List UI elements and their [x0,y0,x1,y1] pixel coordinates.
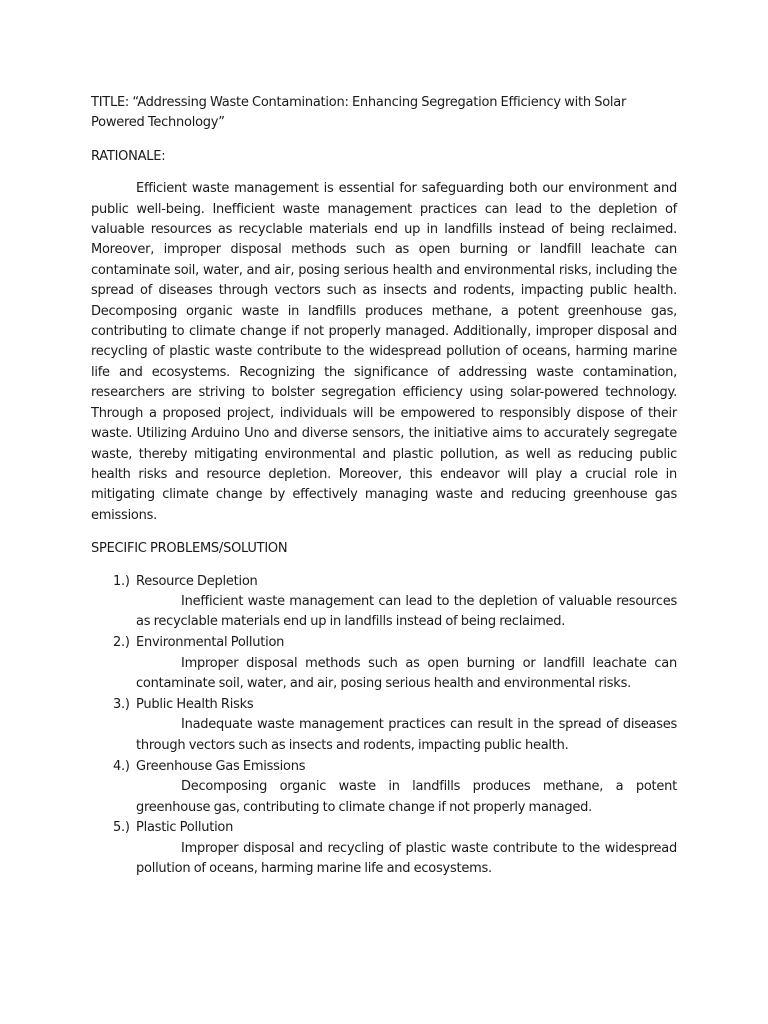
problem-item [91,757,677,818]
problem-title: Resource Depletion [136,573,258,589]
problem-number: 5.) [113,820,130,836]
problem-number: 3.) [113,696,130,712]
problem-description: Inefficient waste management can lead to the depletion of valuable resources as recyclable materials end up in landfills instead of being reclaimed. [136,593,677,630]
document-title: TITLE: “Addressing Waste Contamination: Enhancing Segregation Efficiency with Solar Powered Technology” [91,95,627,131]
problem-description: Improper disposal methods such as open burning or landfill leachate can contaminate soil, water, and air, posing serious health and environmental risks. [136,655,677,692]
problem-item [91,572,677,633]
problem-number: 1.) [113,573,130,589]
problem-description: Improper disposal and recycling of plastic waste contribute to the widespread pollution of oceans, harming marine life and ecosystems. [136,840,677,877]
problem-title: Greenhouse Gas Emissions [136,758,306,774]
problem-title: Plastic Pollution [136,820,234,836]
problem-item [91,818,677,879]
problem-item [91,695,677,756]
problem-description: Inadequate waste management practices can result in the spread of diseases through vectors such as insects and rodents, impacting public health. [136,717,677,753]
problem-item [91,633,677,694]
problems-list [91,572,677,880]
problem-description: Decomposing organic waste in landfills produces methane, a potent greenhouse gas, contributing to climate change if not properly managed. [136,779,677,815]
problem-number: 2.) [113,635,130,651]
problem-title: Public Health Risks [136,696,254,712]
document-page [91,93,677,880]
rationale-paragraph: Efficient waste management is essential for safeguarding both our environment and public well-being. Inefficient waste management practices can lead to the depletion of valuable resources as recyclable materials end up in landfills instead of being reclaimed. Moreover, improper disposal methods such as open burning or landfill leachate can contaminate soil, water, and air, posing serious health and environmental risks, including the spread of diseases through vectors such as insects and rodents, impacting public health. Decomposing organic waste in landfills produces methane, a potent greenhouse gas, contributing to climate change if not properly managed. Additionally, improper disposal and recycling of plastic waste contribute to the widespread pollution of oceans, harming marine life and ecosystems. Recognizing the significance of addressing waste contamination, researchers are striving to bolster segregation efficiency using solar-powered technology. Through a proposed project, individuals will be empowered to responsibly dispose of their waste. Utilizing Arduino Uno and diverse sensors, the initiative aims to accurately segregate waste, thereby mitigating environmental and plastic pollution, as well as reducing public health risks and resource depletion. Moreover, this endeavor will play a crucial role in mitigating climate change by effectively managing waste and reducing greenhouse gas emissions. [91,181,677,523]
problems-heading: SPECIFIC PROBLEMS/SOLUTION [91,541,288,557]
problem-number: 4.) [113,758,130,774]
problem-title: Environmental Pollution [136,635,285,651]
rationale-heading: RATIONALE: [91,148,166,164]
